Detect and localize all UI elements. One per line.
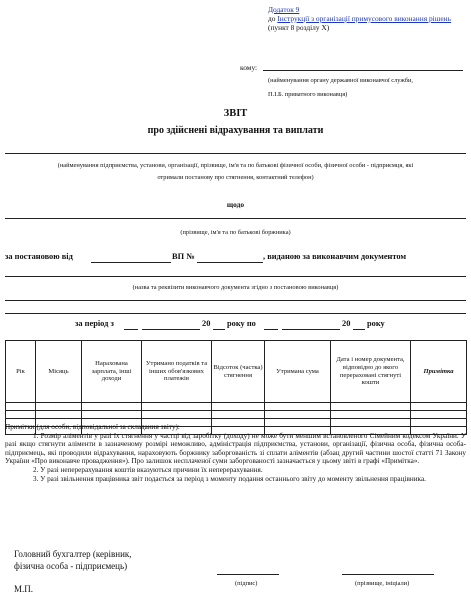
header-note: Примітка xyxy=(411,341,467,403)
note-item-2: 2. У разі неперерахування коштів вказуються причини їх неперерахування. xyxy=(33,465,263,474)
period-month2-line xyxy=(282,329,340,330)
stamp-label: М.П. xyxy=(14,584,34,594)
header-document: Дата і номер документа, відповідно до якого перераховані стягнуті кошти xyxy=(331,341,411,403)
recipient-label: кому: xyxy=(240,63,258,72)
recipient-line xyxy=(263,70,463,71)
exec-doc-line xyxy=(5,276,466,277)
note-item-1: 1. Розмір аліментів у разі їх стягнення у частці від заробітку (доходу) не може бути меншим встановленого Сімейним кодексом України. У разі якщо стягнути аліменти в зазначеному розмірі неможливо, адміністрація підприємства, установи, організації, фізична особа, фізична особа-підприємець, які проводили відрахування, нараховують боржнику заборгованість зі сплати аліментів (абзац другий частини шостої статті 71 Закону України «Про виконавче провадження»). Про залишок несплаченої суми заборгованості зазначається у цьому звіті в графі «Примітка». xyxy=(5,431,466,466)
period-day2-line xyxy=(264,329,278,330)
period-year1-line xyxy=(213,329,225,330)
table-header-row xyxy=(6,341,467,403)
report-subtitle: про здійснені відрахування та виплати xyxy=(147,125,324,136)
signature-role-line-1: Головний бухгалтер (керівник, xyxy=(14,549,132,559)
name-line xyxy=(342,574,434,575)
report-table xyxy=(5,340,467,435)
period-year1: 20 xyxy=(202,319,211,328)
header-salary: Нарахована зарплата, інші доходи xyxy=(82,341,142,403)
payer-caption-2: отримали постанову про стягнення, контактний телефон) xyxy=(157,174,314,181)
signature-role-line-2: фізична особа - підприємець) xyxy=(14,561,128,571)
recipient-caption-1: (найменування органу державної виконавчої служби, xyxy=(268,77,414,84)
resolution-date-line xyxy=(91,262,171,263)
table-row xyxy=(6,403,467,411)
debtor-caption: (прізвище, ім'я та по батькові боржника) xyxy=(180,229,291,236)
annex-title-link[interactable]: Додаток 9 xyxy=(268,5,300,14)
regarding-label: щодо xyxy=(226,200,245,209)
payer-line xyxy=(5,153,466,154)
signature-line xyxy=(217,574,279,575)
resolution-prefix: за постановою від xyxy=(5,252,73,261)
debtor-line xyxy=(5,218,466,219)
header-month: Місяць xyxy=(36,341,82,403)
resolution-vp-line xyxy=(197,262,263,263)
exec-doc-line-2 xyxy=(5,300,466,301)
note-item-3: 3. У разі звільнення працівника звіт подається за період з моменту подання останнього звіту до моменту звільнення працівника. xyxy=(33,474,426,483)
recipient-caption-2: П.І.Б. приватного виконавця) xyxy=(268,91,348,98)
annex-to-label: до xyxy=(268,13,276,23)
header-withheld: Утримана сума xyxy=(265,341,331,403)
period-year2-line xyxy=(353,329,365,330)
exec-doc-line-3 xyxy=(5,313,466,314)
exec-doc-caption: (назва та реквізити виконавчого документа згідно з постановою виконавця) xyxy=(132,284,339,291)
header-year: Рік xyxy=(6,341,36,403)
period-prefix: за період з xyxy=(75,319,114,328)
notes-block xyxy=(5,423,466,483)
period-day1-line xyxy=(124,329,138,330)
resolution-suffix: , виданою за виконавчим документом xyxy=(263,252,407,261)
report-title: ЗВІТ xyxy=(223,108,248,119)
instruction-link[interactable]: Інструкції з організації примусового виконання рішень xyxy=(277,13,451,23)
notes-heading: Примітки (для особи, відповідальної за складання звіту): xyxy=(5,423,180,431)
table-row xyxy=(6,411,467,419)
name-caption: (прізвище, ініціали) xyxy=(355,580,410,587)
period-year2-word: року xyxy=(367,319,385,328)
header-taxes: Утримано податків та інших обов'язкових платежів xyxy=(142,341,212,403)
period-month1-line xyxy=(142,329,200,330)
header-percent: Відсоток (частка) стягнення xyxy=(212,341,265,403)
annex-point: (пункт 8 розділу X) xyxy=(268,22,330,32)
signature-caption: (підпис) xyxy=(235,580,258,587)
period-year2: 20 xyxy=(342,319,351,328)
period-year1-word: року по xyxy=(227,319,256,328)
annex-block xyxy=(268,6,468,32)
signature-role xyxy=(14,548,132,572)
payer-caption-1: (найменування підприємства, установи, організації, прізвище, ім'я та по батькові фізичної особи, фізичної особи - підприємця, які xyxy=(57,162,414,169)
resolution-vp: ВП № xyxy=(172,252,195,261)
